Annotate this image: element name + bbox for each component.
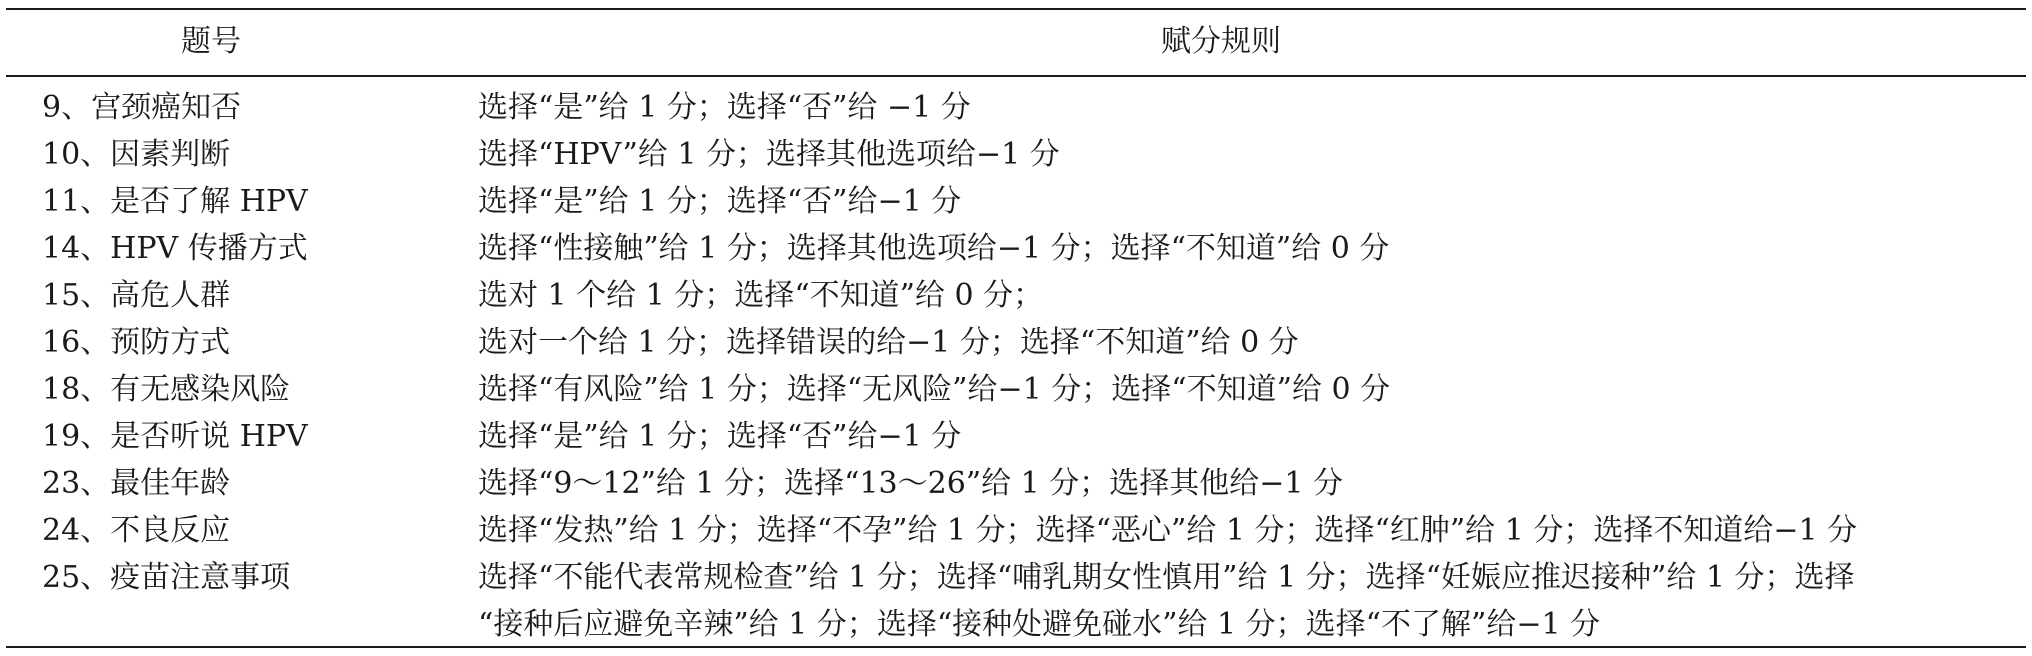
scoring-rule-cell: 选择“不能代表常规检查”给 1 分；选择“哺乳期女性慎用”给 1 分；选择“妊娠应推迟接种”给 1 分；选择 [478, 560, 1855, 595]
scoring-rule-cell: 选择“是”给 1 分；选择“否”给 −1 分 [478, 90, 971, 125]
scoring-rule-cell: 选择“有风险”给 1 分；选择“无风险”给−1 分；选择“不知道”给 0 分 [478, 372, 1391, 407]
table-body [6, 84, 2026, 648]
table-row [6, 225, 2026, 272]
table-row [6, 366, 2026, 413]
table-row [6, 507, 2026, 554]
table-bottom-rule [6, 646, 2026, 648]
table-row [6, 272, 2026, 319]
scoring-rule-cell: 选对一个给 1 分；选择错误的给−1 分；选择“不知道”给 0 分 [478, 325, 1299, 360]
question-number-cell: 15、高危人群 [42, 278, 231, 313]
scoring-rule-cell: 选择“是”给 1 分；选择“否”给−1 分 [478, 184, 962, 219]
scoring-rule-cell: 选对 1 个给 1 分；选择“不知道”给 0 分； [478, 278, 1044, 313]
scoring-rule-cell: 选择“HPV”给 1 分；选择其他选项给−1 分 [478, 137, 1060, 172]
question-number-cell: 24、不良反应 [42, 513, 231, 548]
table-header-rule [6, 75, 2026, 77]
scoring-table [6, 8, 2026, 648]
table-row [6, 84, 2026, 131]
scoring-rule-cell: 选择“性接触”给 1 分；选择其他选项给−1 分；选择“不知道”给 0 分 [478, 231, 1390, 266]
question-number-cell: 9、宫颈癌知否 [42, 90, 242, 125]
question-number-cell: 25、疫苗注意事项 [42, 560, 291, 595]
table-row [6, 131, 2026, 178]
header-question-number: 题号 [181, 24, 241, 59]
question-number-cell: 10、因素判断 [42, 137, 231, 172]
question-number-cell: 14、HPV 传播方式 [42, 231, 308, 266]
question-number-cell: 11、是否了解 HPV [42, 184, 308, 219]
question-number-cell: 23、最佳年龄 [42, 466, 231, 501]
scoring-rule-cell: “接种后应避免辛辣”给 1 分；选择“接种处避免碰水”给 1 分；选择“不了解”给−1 分 [478, 607, 1601, 642]
scoring-rule-cell: 选择“发热”给 1 分；选择“不孕”给 1 分；选择“恶心”给 1 分；选择“红肿”给 1 分；选择不知道给−1 分 [478, 513, 1858, 548]
scoring-rule-cell: 选择“9～12”给 1 分；选择“13～26”给 1 分；选择其他给−1 分 [478, 466, 1344, 501]
table-top-rule [6, 8, 2026, 10]
table-row [6, 460, 2026, 507]
question-number-cell: 19、是否听说 HPV [42, 419, 308, 454]
table-row [6, 319, 2026, 366]
question-number-cell: 18、有无感染风险 [42, 372, 291, 407]
scoring-rule-cell: 选择“是”给 1 分；选择“否”给−1 分 [478, 419, 962, 454]
question-number-cell: 16、预防方式 [42, 325, 231, 360]
table-row [6, 178, 2026, 225]
header-scoring-rule: 赋分规则 [1161, 24, 1281, 59]
table-row [6, 554, 2026, 648]
table-row [6, 413, 2026, 460]
